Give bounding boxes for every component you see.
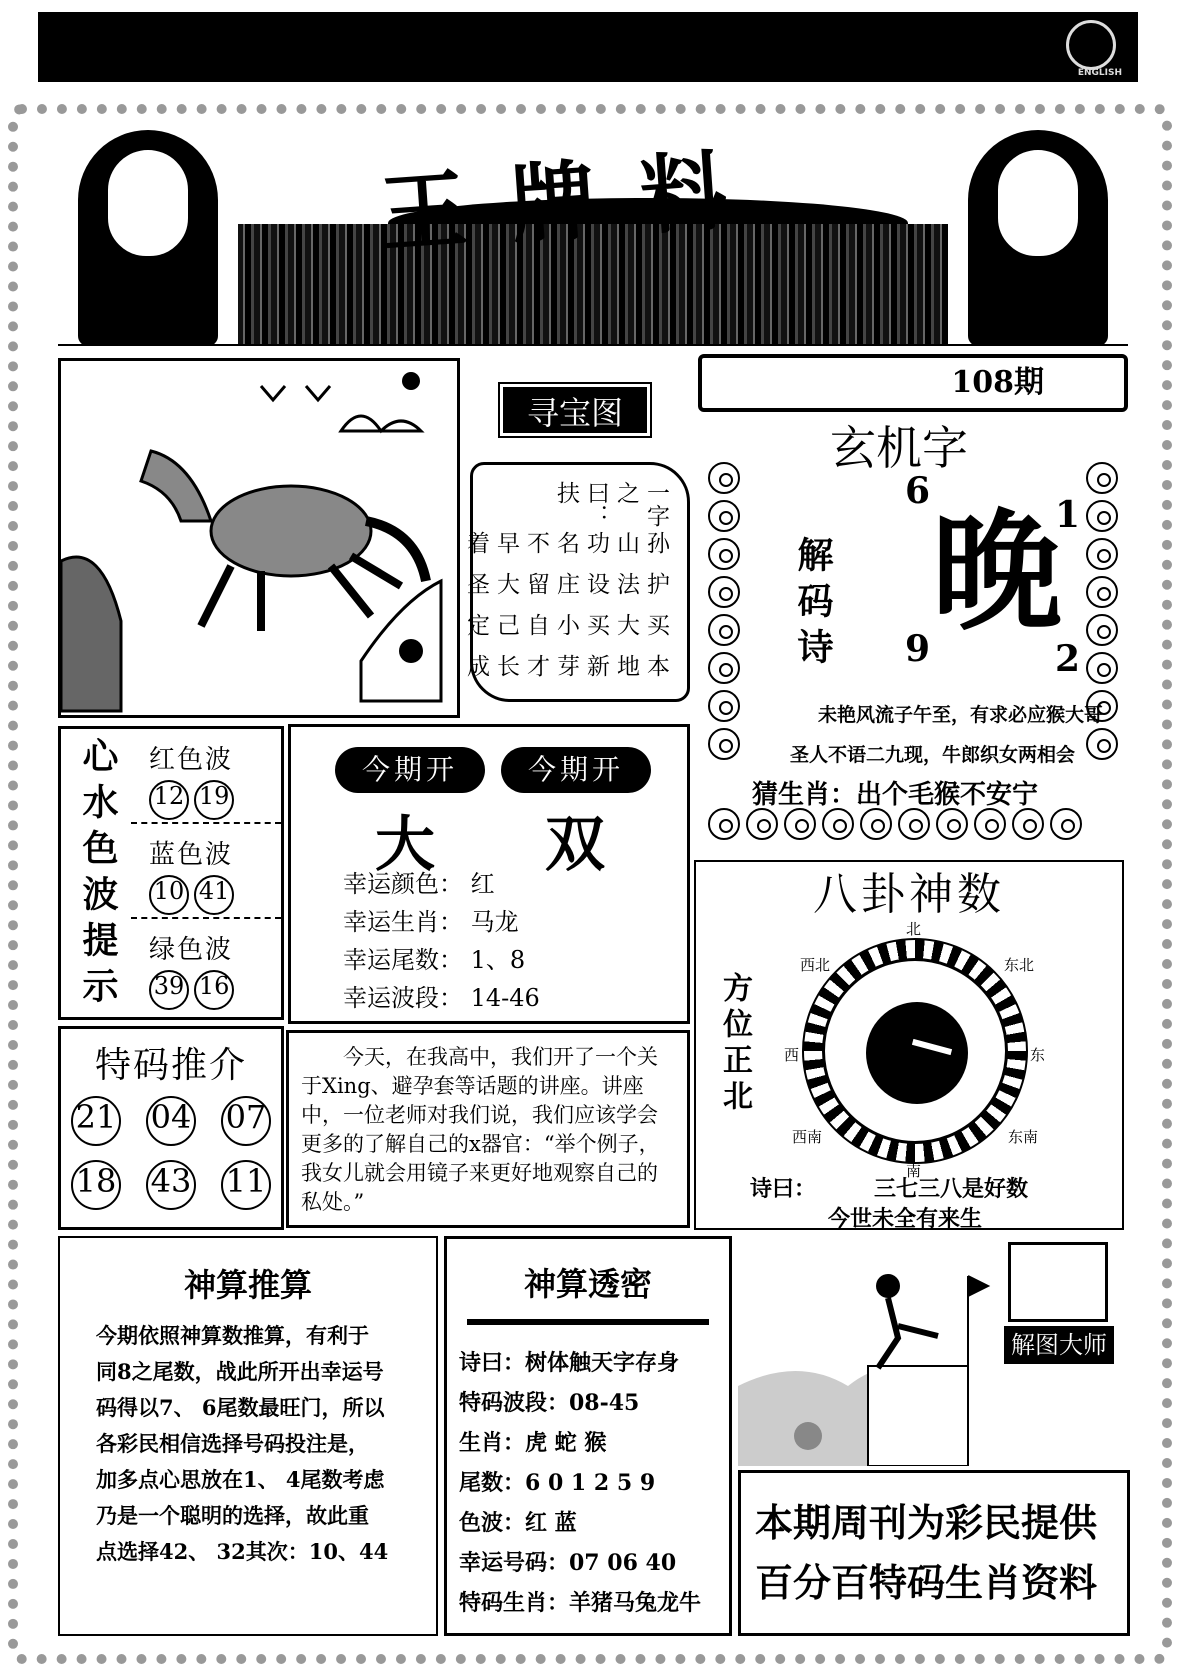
master-icon — [1008, 1242, 1108, 1322]
color-wave-box — [58, 726, 284, 1020]
xuanji-poem-2: 圣人不语二九现，牛郎织女两相会 — [790, 744, 1076, 766]
blue-ball-1: 10 — [149, 875, 189, 915]
secret-special-zodiac: 特码生肖：羊猪马兔龙牛 — [459, 1590, 702, 1616]
issue-number: 108期 — [951, 365, 1044, 400]
secret-tail: 尾数：6 0 1 2 5 9 — [459, 1470, 656, 1496]
special-number-box — [58, 1026, 284, 1230]
dir-northeast: 东北 — [1004, 956, 1035, 974]
secret-range: 特码波段：08-45 — [459, 1390, 640, 1416]
bagua-poem-label: 诗曰： — [750, 1176, 817, 1202]
secret-lines — [459, 1343, 717, 1623]
guess-zodiac: 猜生肖：出个毛猴不安宁 — [752, 780, 1039, 810]
girl-portrait-right — [948, 120, 1128, 346]
bagua-poem-2: 今世未全有来生 — [828, 1206, 983, 1232]
red-wave-group — [131, 729, 281, 824]
girl-portrait-left — [58, 120, 238, 346]
scroll-col-4: 买大买小自己定 — [463, 613, 669, 636]
scroll-col-3: 护法设庄留大圣 — [463, 572, 669, 595]
scroll-poem — [461, 481, 671, 691]
calc-line-3: 码得以7、 6尾数最旺门，所以 — [96, 1395, 385, 1420]
blue-ball-2: 41 — [194, 875, 234, 915]
bagua-title: 八卦神数 — [813, 869, 1005, 920]
code-num-3: 9 — [905, 628, 931, 670]
red-wave-label: 红色波 — [149, 745, 234, 775]
wave-groups — [131, 729, 281, 1014]
green-ball-2: 16 — [194, 970, 234, 1010]
special-ball-5: 43 — [146, 1160, 196, 1210]
special-ball-4: 18 — [71, 1160, 121, 1210]
calc-line-5: 加多点心思放在1、 4尾数考虑 — [96, 1467, 385, 1492]
treasure-label: 寻宝图 — [500, 384, 650, 436]
treasure-scroll — [463, 462, 690, 702]
scroll-col-1: 一字之曰：扶 — [553, 481, 669, 527]
lucky-tail: 幸运尾数： 1、8 — [343, 946, 526, 974]
even-result: 双 — [545, 810, 605, 880]
calc-line-1: 今期依照神算数推算，有利于 — [96, 1323, 369, 1348]
red-ball-2: 19 — [194, 780, 234, 820]
secret-title: 神算透密 — [523, 1265, 652, 1303]
flower-border-left — [708, 462, 740, 760]
horse-drawing-icon — [61, 361, 457, 715]
scroll-col-5: 本地新芽才长成 — [463, 654, 669, 677]
special-ball-6: 11 — [221, 1160, 271, 1210]
code-num-2: 1 — [1055, 494, 1081, 536]
top-banner-bar — [38, 12, 1138, 82]
secret-wave: 色波：红 蓝 — [459, 1510, 577, 1536]
article-text: 今天，在我高中，我们开了一个关于Xing、避孕套等话题的讲座。讲座中，一位老师对我们说，我们应该学会更多的了解自己的x器官：“举个例子，我女儿就会用镜子来更好地观察自己的私处。” — [301, 1045, 660, 1214]
green-wave-group — [131, 919, 281, 1014]
open-button-2: 今期开 — [501, 747, 651, 793]
dir-east: 东 — [1030, 1046, 1046, 1064]
compass-dial — [802, 938, 1028, 1164]
heart-logo-icon — [1066, 20, 1116, 70]
blue-wave-group — [131, 824, 281, 919]
horse-picture — [58, 358, 460, 718]
promo-box — [738, 1470, 1130, 1636]
this-issue-box — [288, 724, 690, 1024]
green-ball-1: 39 — [149, 970, 189, 1010]
code-num-4: 2 — [1055, 638, 1081, 680]
promo-line-2: 百分百特码生肖资料 — [755, 1560, 1098, 1605]
dir-southeast: 东南 — [1008, 1128, 1039, 1146]
promo-line-1: 本期周刊为彩民提供 — [755, 1500, 1098, 1545]
page-title: 王牌料 — [377, 137, 774, 266]
secret-lucky: 幸运号码：07 06 40 — [459, 1550, 677, 1576]
article-box — [286, 1030, 690, 1228]
calc-box — [58, 1236, 438, 1636]
issue-box — [698, 354, 1128, 412]
blue-wave-label: 蓝色波 — [149, 840, 234, 870]
scroll-col-2: 孙山功名不早着 — [463, 531, 669, 554]
decode-poem-label: 解码诗 — [792, 536, 834, 674]
secret-box — [444, 1236, 732, 1636]
special-row-2 — [61, 1146, 281, 1210]
special-ball-2: 04 — [146, 1096, 196, 1146]
wave-side-label: 心水色波提示 — [77, 737, 119, 1013]
special-ball-1: 21 — [71, 1096, 121, 1146]
dir-southwest: 西南 — [792, 1128, 823, 1146]
calc-line-4: 各彩民相信选择号码投注是， — [96, 1431, 369, 1456]
special-ball-3: 07 — [221, 1096, 271, 1146]
calc-line-7: 点选择42、 32其次：10、44 — [96, 1539, 389, 1564]
puzzle-picture — [738, 1236, 1128, 1466]
dir-northwest: 西北 — [800, 956, 831, 974]
lucky-lines — [343, 865, 540, 1017]
lucky-zodiac: 幸运生肖： 马龙 — [343, 908, 519, 936]
special-title: 特码推介 — [94, 1045, 247, 1086]
master-label: 解图大师 — [1004, 1326, 1114, 1364]
calc-line-2: 同8之尾数，战此所开出幸运号 — [96, 1359, 384, 1384]
red-ball-1: 12 — [149, 780, 189, 820]
xuanji-poem-1: 未艳风流子午至，有求必应猴大哥 — [818, 704, 1104, 726]
calc-line-6: 乃是一个聪明的选择，故此重 — [96, 1503, 369, 1528]
mystery-char: 晚 — [932, 495, 1063, 648]
secret-zodiac: 生肖：虎 蛇 猴 — [459, 1430, 607, 1456]
dir-south: 南 — [906, 1162, 922, 1180]
green-wave-label: 绿色波 — [149, 935, 234, 965]
direction-label: 方位正北 — [717, 972, 752, 1116]
bagua-box — [694, 860, 1124, 1230]
flower-border-bottom — [708, 808, 1082, 840]
code-num-1: 6 — [905, 470, 931, 512]
lucky-range: 幸运波段： 14-46 — [343, 984, 540, 1012]
big-result: 大 — [375, 810, 435, 880]
dir-north: 北 — [906, 920, 922, 938]
open-button-1: 今期开 — [335, 747, 485, 793]
secret-poem: 诗曰：树体触天字存身 — [459, 1350, 680, 1376]
calc-text — [76, 1318, 420, 1570]
calc-title: 神算推算 — [183, 1266, 312, 1304]
brand-small-text: ENGLISH — [1077, 68, 1122, 78]
xuanji-title: 玄机字 — [830, 421, 968, 475]
lucky-color: 幸运颜色： 红 — [343, 870, 495, 898]
bagua-poem-1: 三七三八是好数 — [874, 1176, 1029, 1202]
special-row-1 — [61, 1088, 281, 1146]
dir-west: 西 — [784, 1046, 800, 1064]
